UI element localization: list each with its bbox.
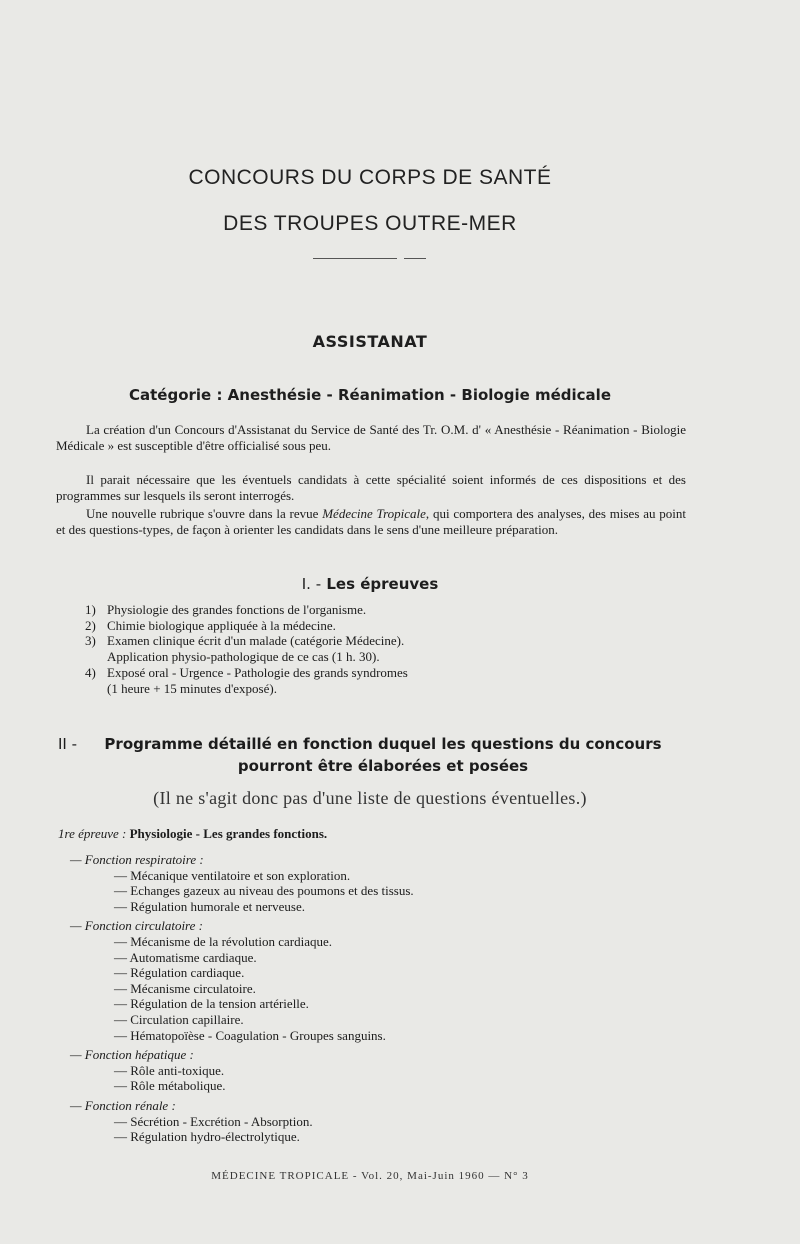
function-renale: — Fonction rénale : [70, 1097, 176, 1113]
main-title-line2: DES TROUPES OUTRE-MER [223, 212, 517, 235]
list-item: — Régulation humorale et nerveuse. [114, 898, 305, 914]
function-respiratoire: — Fonction respiratoire : [70, 852, 204, 867]
list-item: (1 heure + 15 minutes d'exposé). [107, 680, 277, 696]
main-title-line1: CONCOURS DU CORPS DE SANTÉ [188, 166, 552, 189]
list-item: — Mécanique ventilatoire et son exploration. [114, 867, 351, 883]
list-item: — Sécrétion - Excrétion - Absorption. [114, 1113, 313, 1129]
list-item: — Mécanisme circulatoire. [114, 980, 256, 996]
section1-heading: I. - Les épreuves [301, 575, 439, 593]
list-item: — Automatisme cardiaque. [114, 949, 257, 965]
epreuves-list [85, 602, 585, 696]
list-item: — Circulation capillaire. [114, 1011, 244, 1027]
list-item: — Régulation cardiaque. [114, 965, 245, 981]
list-item: 4) Exposé oral - Urgence - Pathologie des grands syndromes [85, 664, 408, 680]
category-heading: Catégorie : Anesthésie - Réanimation - Biologie médicale [129, 386, 611, 404]
function-circulatoire: — Fonction circulatoire : [70, 918, 203, 934]
function-hepatique: — Fonction hépatique : [70, 1047, 194, 1063]
list-item: — Mécanisme de la révolution cardiaque. [114, 933, 333, 949]
list-item: 2) Chimie biologique appliquée à la médecine. [85, 617, 336, 633]
intro-paragraph-1: La création d'un Concours d'Assistanat du Service de Santé des Tr. O.M. d' « Anesthésie - Réanimation - Biologie Médicale » est susceptible d'être officialisé sous peu. [56, 422, 686, 453]
list-item: — Régulation hydro-électrolytique. [114, 1129, 300, 1145]
intro-paragraph-3: Une nouvelle rubrique s'ouvre dans la revue Médecine Tropicale, qui comportera des analyses, des mises au point et des questions-types, de façon à orienter les candidats dans le sens d'une meilleure préparation. [56, 506, 686, 537]
list-item: — Echanges gazeux au niveau des poumons et des tissus. [114, 883, 414, 899]
list-item: — Hématopoïèse - Coagulation - Groupes sanguins. [114, 1027, 386, 1043]
page-footer: MÉDECINE TROPICALE - Vol. 20, Mai-Juin 1960 — N° 3 [211, 1170, 529, 1182]
section2-note: (Il ne s'agit donc pas d'une liste de questions éventuelles.) [153, 788, 587, 808]
functions-outline [70, 852, 690, 1145]
list-item: Application physio-pathologique de ce cas (1 h. 30). [107, 649, 380, 665]
journal-name: Médecine Tropicale [322, 506, 426, 521]
assistanat-heading: ASSISTANAT [312, 332, 428, 351]
section2-heading: II - Programme détaillé en fonction duquel les questions du concours pourront être élaborées et posées [58, 735, 662, 775]
list-item: — Régulation de la tension artérielle. [114, 996, 309, 1012]
list-item: — Rôle anti-toxique. [114, 1062, 225, 1078]
list-item: 3) Examen clinique écrit d'un malade (catégorie Médecine). [85, 633, 405, 649]
epreuve-1-title: 1re épreuve : Physiologie - Les grandes fonctions. [58, 826, 328, 841]
list-item: 1) Physiologie des grandes fonctions de l'organisme. [85, 602, 367, 617]
list-item: — Rôle métabolique. [114, 1078, 226, 1094]
title-divider-left [313, 258, 397, 259]
intro-paragraph-2: Il parait nécessaire que les éventuels candidats à cette spécialité soient informés de ces dispositions et des programmes sur lesquels ils seront interrogés. [56, 472, 686, 503]
title-divider-right [404, 258, 426, 259]
